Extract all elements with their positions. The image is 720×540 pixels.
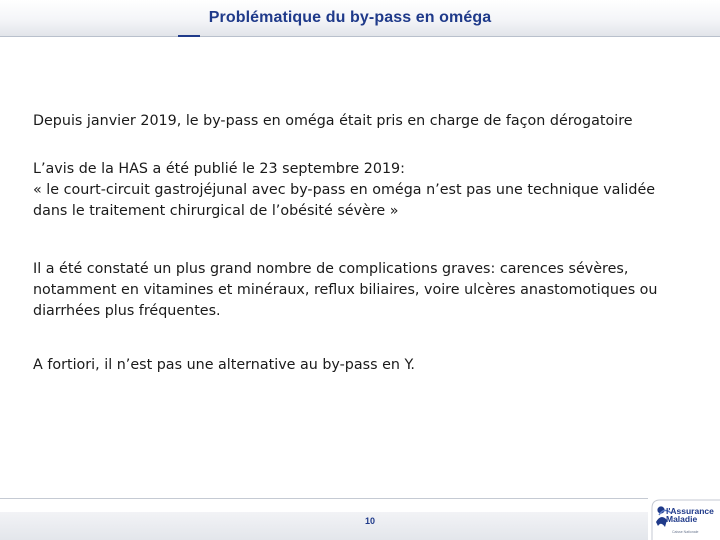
logo-wordmark: [666, 507, 720, 523]
footer-band: [0, 512, 648, 540]
has-opinion-quote: « le court-circuit gastrojéjunal avec by-pass en oméga n’est pas une technique validée dans le traitement chirurgical de l’obésité sévère »: [33, 182, 656, 219]
title-accent-bar: [178, 35, 200, 37]
paragraph-complications: Il a été constaté un plus grand nombre de complications graves: carences sévères, notamment en vitamines et minéraux, reflux biliaires, voire ulcères anastomotiques ou diarrhées plus fréquentes.: [33, 261, 658, 319]
paragraph-has-opinion: [33, 159, 693, 222]
paragraph-conclusion: A fortiori, il n’est pas une alternative au by-pass en Y.: [33, 357, 415, 373]
logo-line-1: l'Assurance: [666, 506, 714, 516]
logo-line-2: Maladie: [666, 514, 698, 524]
slide-title: Problématique du by-pass en oméga: [208, 9, 492, 26]
paragraph-intro: Depuis janvier 2019, le by-pass en oméga était pris en charge de façon dérogatoire: [33, 113, 633, 129]
logo-tagline: Caisse Nationale: [672, 530, 699, 534]
footer-divider: [0, 498, 648, 499]
has-opinion-intro: L’avis de la HAS a été publié le 23 septembre 2019:: [33, 161, 405, 177]
page-number: 10: [364, 516, 375, 526]
